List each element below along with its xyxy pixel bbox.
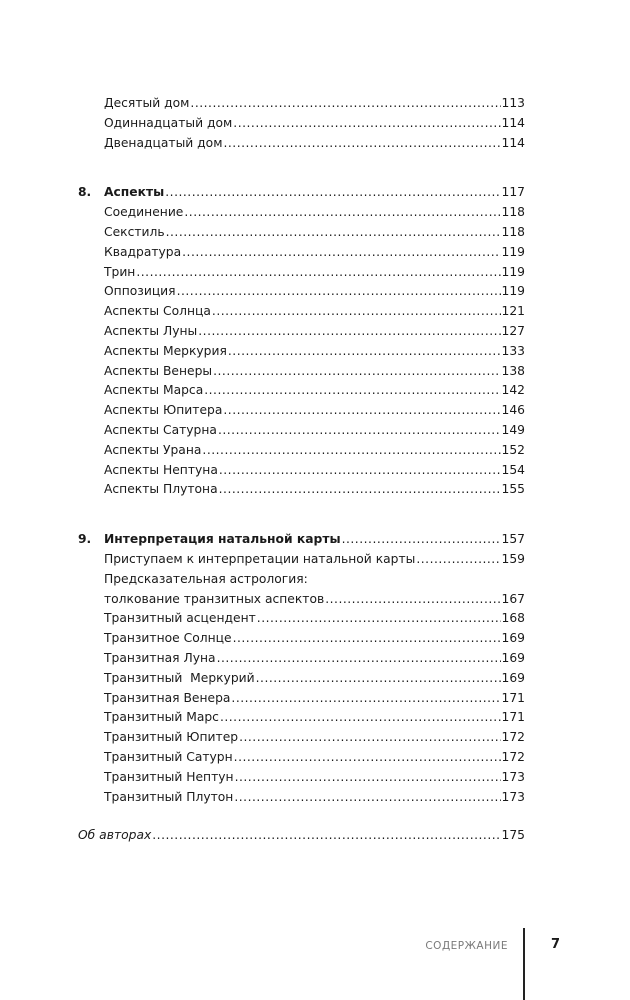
dot-leader — [220, 708, 501, 728]
toc-entry[interactable] — [78, 362, 525, 382]
toc-entry-page: 152 — [501, 442, 525, 457]
toc-entry-page: 169 — [501, 631, 525, 646]
dot-leader — [234, 748, 501, 768]
running-footer-label: СОДЕРЖАНИЕ — [425, 940, 508, 952]
toc-entry-title: Соединение — [104, 205, 184, 220]
toc-entry[interactable] — [78, 114, 525, 134]
toc-entry[interactable] — [78, 342, 525, 362]
toc-entry-first-line[interactable] — [78, 570, 525, 590]
toc-entry-page: 142 — [501, 383, 525, 398]
dot-leader — [416, 550, 500, 570]
toc-entry-title: Аспекты Венеры — [104, 363, 213, 378]
dot-leader — [184, 203, 500, 223]
toc-entry[interactable] — [78, 322, 525, 342]
toc-entry[interactable] — [78, 728, 525, 748]
toc-entry[interactable] — [78, 788, 525, 808]
dot-leader — [228, 342, 501, 362]
dot-leader — [235, 768, 501, 788]
footer-divider — [523, 928, 525, 1000]
toc-entry-title: Предсказательная астрология: — [104, 571, 308, 586]
toc-section-9 — [78, 530, 525, 807]
toc-entry-title: Транзитная Луна — [104, 650, 216, 665]
dot-leader — [219, 480, 501, 500]
toc-entry-title: Об авторах — [78, 828, 152, 843]
section-heading[interactable] — [78, 530, 525, 550]
toc-entry-title: Аспекты Плутона — [104, 482, 218, 497]
dot-leader — [218, 421, 501, 441]
toc-entry-page: 149 — [501, 422, 525, 437]
toc-entry-title: Двенадцатый дом — [104, 135, 223, 150]
dot-leader — [213, 362, 500, 382]
toc-entry[interactable] — [78, 480, 525, 500]
toc-entry-page: 146 — [501, 403, 525, 418]
section-title: Аспекты — [104, 185, 165, 200]
toc-entry-about-authors[interactable] — [78, 826, 525, 846]
dot-leader — [166, 223, 501, 243]
toc-entry[interactable] — [78, 263, 525, 283]
toc-entry[interactable] — [78, 708, 525, 728]
dot-leader — [223, 134, 500, 154]
toc-entry[interactable] — [78, 381, 525, 401]
toc-entry-page: 121 — [501, 304, 525, 319]
toc-entry-title: Оппозиция — [104, 284, 176, 299]
toc-entry-page: 167 — [501, 591, 525, 606]
toc-entry[interactable] — [78, 134, 525, 154]
toc-entry[interactable] — [78, 768, 525, 788]
toc-entry-title: Трин — [104, 264, 136, 279]
toc-entry-page: 113 — [501, 96, 525, 110]
dot-leader — [342, 530, 501, 550]
toc-entry-title: Квадратура — [104, 244, 182, 259]
section-gap — [78, 807, 525, 826]
toc-entry-title: Транзитная Венера — [104, 690, 231, 705]
toc-entry[interactable] — [78, 421, 525, 441]
toc-entry-page: 155 — [501, 482, 525, 497]
toc-entry-title: Транзитный Плутон — [104, 789, 234, 804]
toc-entry-page: 154 — [501, 462, 525, 477]
section-page: 157 — [501, 532, 525, 547]
dot-leader — [204, 381, 500, 401]
toc-entry-page: 114 — [501, 115, 525, 130]
toc-entry-title: Аспекты Нептуна — [104, 462, 218, 477]
section-number: 8. — [78, 185, 92, 200]
toc-entry-title: Транзитный Сатурн — [104, 749, 233, 764]
dot-leader — [136, 263, 500, 283]
toc-entry-page: 169 — [501, 670, 525, 685]
toc-entry-page: 169 — [501, 650, 525, 665]
toc-entry[interactable] — [78, 223, 525, 243]
dot-leader — [325, 590, 500, 610]
dot-leader — [152, 826, 500, 846]
toc-entry-title: Аспекты Урана — [104, 442, 202, 457]
section-page: 117 — [501, 185, 525, 200]
page-number: 7 — [551, 937, 561, 952]
toc-entry-title: Транзитный Меркурий — [104, 670, 255, 685]
toc-entry-title: Транзитный асцендент — [104, 611, 256, 626]
toc-entry-title: Аспекты Сатурна — [104, 422, 217, 437]
dot-leader — [257, 609, 501, 629]
toc-entry-page: 127 — [501, 323, 525, 338]
toc-entry-page: 171 — [501, 710, 525, 725]
toc-entry-title: Аспекты Солнца — [104, 304, 211, 319]
section-number: 9. — [78, 532, 92, 547]
toc-entry-page: 172 — [501, 730, 525, 745]
dot-leader — [219, 461, 501, 481]
toc-entry-page: 119 — [501, 244, 525, 259]
toc-section-8 — [78, 183, 525, 500]
dot-leader — [217, 649, 501, 669]
toc-entry[interactable] — [78, 748, 525, 768]
toc-entry[interactable] — [78, 441, 525, 461]
toc-entry-title: Одиннадцатый дом — [104, 115, 233, 130]
section-title: Интерпретация натальной карты — [104, 532, 341, 547]
toc-entry[interactable] — [78, 629, 525, 649]
toc-entry[interactable] — [78, 669, 525, 689]
toc-entry-page: 114 — [501, 135, 525, 150]
toc-entry[interactable] — [78, 649, 525, 669]
toc-entry-page: 133 — [501, 343, 525, 358]
toc-entry[interactable] — [78, 590, 525, 610]
toc-entry-page: 138 — [501, 363, 525, 378]
toc-entry[interactable] — [78, 94, 525, 114]
toc-entry-page: 173 — [501, 769, 525, 784]
section-heading[interactable] — [78, 183, 525, 203]
dot-leader — [256, 669, 501, 689]
toc-entry-title: Аспекты Луны — [104, 323, 198, 338]
toc-entry-title: Приступаем к интерпретации натальной карты — [104, 551, 416, 566]
toc-entry-title: Аспекты Юпитера — [104, 403, 223, 418]
dot-leader — [165, 183, 500, 203]
toc-entry-title: Транзитный Юпитер — [104, 730, 239, 745]
toc-entry-title: толкование транзитных аспектов — [104, 591, 325, 606]
toc-entry-page: 119 — [501, 264, 525, 279]
toc-entry[interactable] — [78, 282, 525, 302]
toc-entry-title: Десятый дом — [104, 96, 190, 110]
toc-entry-title: Аспекты Меркурия — [104, 343, 227, 358]
toc-entry[interactable] — [78, 203, 525, 223]
toc-entry[interactable] — [78, 609, 525, 629]
dot-leader — [190, 94, 500, 114]
toc-entry[interactable] — [78, 243, 525, 263]
toc-entry-title: Секстиль — [104, 224, 165, 239]
toc-entry-page: 175 — [501, 828, 525, 843]
toc-group-houses — [78, 94, 525, 153]
toc-entry-title: Транзитный Марс — [104, 710, 219, 725]
dot-leader — [223, 401, 500, 421]
dot-leader — [177, 282, 501, 302]
dot-leader — [239, 728, 500, 748]
toc-entry-title: Транзитное Солнце — [104, 631, 232, 646]
toc-entry-page: 119 — [501, 284, 525, 299]
section-gap — [78, 500, 525, 530]
dot-leader — [233, 629, 501, 649]
toc-entry-page: 173 — [501, 789, 525, 804]
dot-leader — [233, 114, 500, 134]
toc-entry[interactable] — [78, 302, 525, 322]
toc-entry-page: 168 — [501, 611, 525, 626]
toc-entry-page: 118 — [501, 205, 525, 220]
toc-entry[interactable] — [78, 550, 525, 570]
dot-leader — [182, 243, 500, 263]
dot-leader — [234, 788, 500, 808]
toc-entry-title: Транзитный Нептун — [104, 769, 234, 784]
section-gap — [78, 153, 525, 183]
toc-entry-page: 171 — [501, 690, 525, 705]
toc-entry-page: 159 — [501, 551, 525, 566]
toc-entry[interactable] — [78, 461, 525, 481]
dot-leader — [202, 441, 500, 461]
toc-entry[interactable] — [78, 401, 525, 421]
table-of-contents — [78, 94, 525, 846]
toc-entry-page: 118 — [501, 224, 525, 239]
dot-leader — [198, 322, 500, 342]
toc-entry-page: 172 — [501, 749, 525, 764]
toc-entry-title: Аспекты Марса — [104, 383, 204, 398]
toc-entry[interactable] — [78, 689, 525, 709]
dot-leader — [212, 302, 501, 322]
dot-leader — [231, 689, 500, 709]
